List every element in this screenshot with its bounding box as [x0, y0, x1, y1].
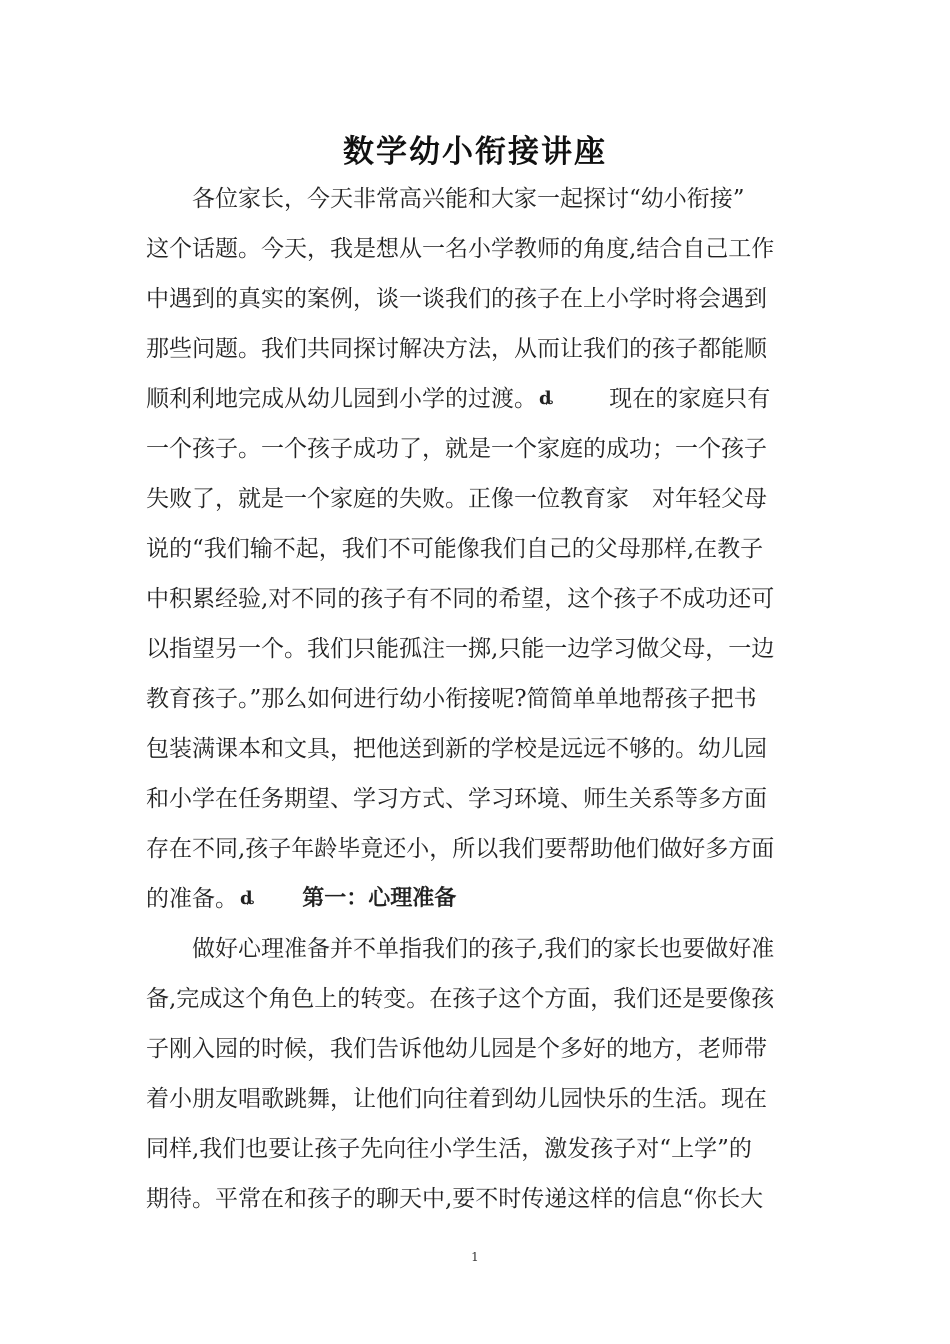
text-line: 包装满课本和文具，把他送到新的学校是远远不够的。幼儿园: [146, 736, 767, 762]
text-line: 着小朋友唱歌跳舞，让他们向往着到幼儿园快乐的生活。现在: [146, 1086, 767, 1112]
paragraph-mark-icon: ȡ: [539, 388, 554, 409]
text-line: 同样,我们也要让孩子先向往小学生活，激发孩子对“上学”的: [146, 1136, 752, 1162]
text-line: 期待。平常在和孩子的聊天中,要不时传递这样的信息“你长大: [146, 1186, 764, 1212]
text-line: 和小学在任务期望、学习方式、学习环境、师生关系等多方面: [146, 786, 767, 812]
text-line: 中积累经验,对不同的孩子有不同的希望，这个孩子不成功还可: [146, 586, 775, 612]
text-line: 各位家长，今天非常高兴能和大家一起探讨“幼小衔接”: [146, 186, 745, 212]
text-line: 子刚入园的时候，我们告诉他幼儿园是个多好的地方，老师带: [146, 1036, 767, 1062]
text-line: 以指望另一个。我们只能孤注一掷,只能一边学习做父母，一边: [146, 636, 775, 662]
text-line: 失败了，就是一个家庭的失败。正像一位教育家 对年轻父母: [146, 486, 767, 512]
text-line: 一个孩子。一个孩子成功了，就是一个家庭的成功；一个孩子: [146, 436, 767, 462]
text-line: 做好心理准备并不单指我们的孩子,我们的家长也要做好准: [146, 936, 775, 962]
paragraph-mark-icon: ȡ: [240, 888, 255, 909]
text-line: 中遇到的真实的案例，谈一谈我们的孩子在上小学时将会遇到: [146, 286, 767, 312]
text-line: 教育孩子。”那么如何进行幼小衔接呢?简简单单地帮孩子把书: [146, 686, 757, 712]
text-line: 这个话题。今天，我是想从一名小学教师的角度,结合自己工作: [146, 236, 775, 262]
page-number: 1: [471, 1250, 479, 1264]
text-line: 备,完成这个角色上的转变。在孩子这个方面，我们还是要像孩: [146, 986, 775, 1012]
text-line: 的准备。 ȡ 第一：心理准备: [146, 880, 846, 930]
text-line: 说的“我们输不起，我们不可能像我们自己的父母那样,在教子: [146, 536, 764, 562]
body-text: [146, 180, 846, 1230]
text-line: 那些问题。我们共同探讨解决方法，从而让我们的孩子都能顺: [146, 336, 767, 362]
text-line: 顺利利地完成从幼儿园到小学的过渡。 ȡ 现在的家庭只有: [146, 380, 846, 430]
text-line: 存在不同,孩子年龄毕竟还小，所以我们要帮助他们做好多方面: [146, 836, 775, 862]
section-heading: 第一：心理准备: [302, 886, 457, 911]
document-title: 数学幼小衔接讲座: [343, 134, 607, 170]
